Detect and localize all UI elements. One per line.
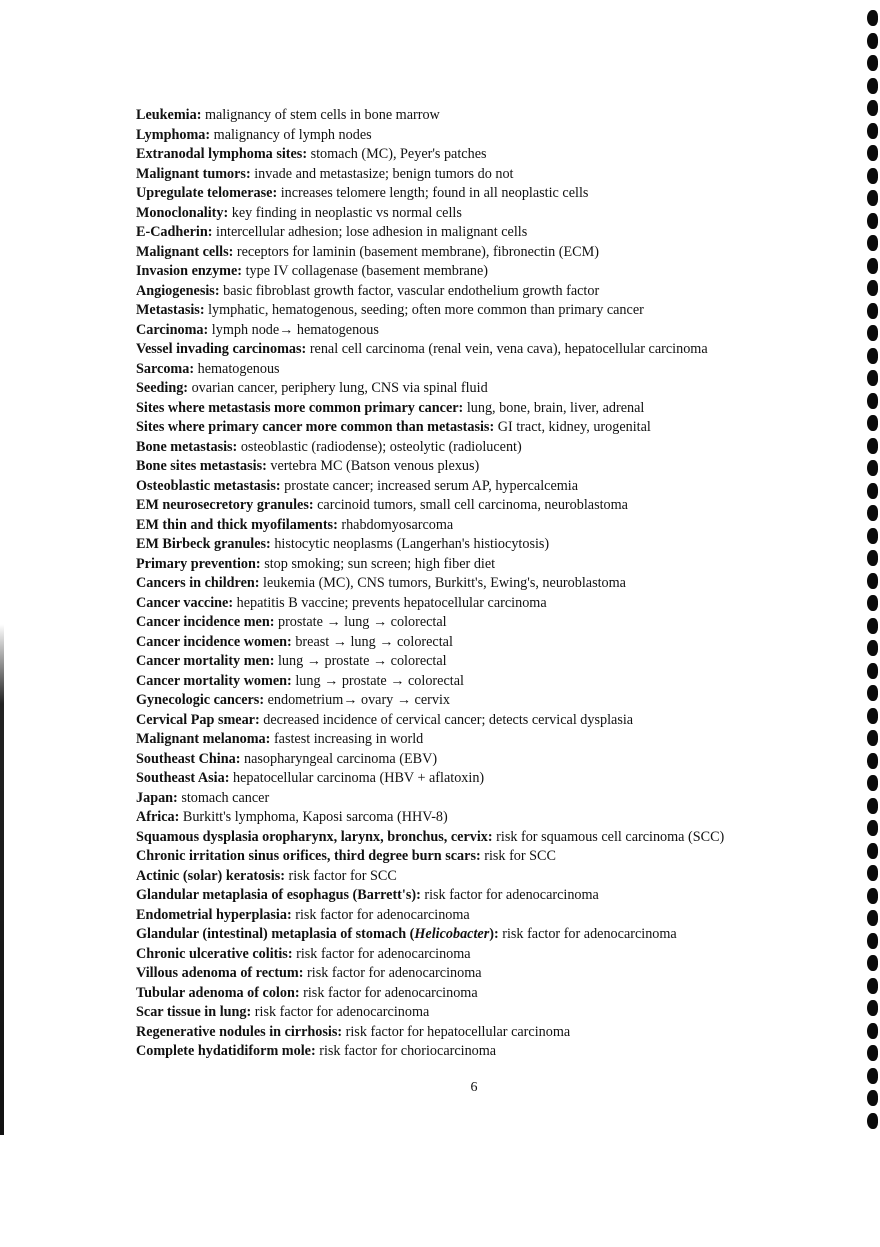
entry-term: Endometrial hyperplasia: (136, 906, 292, 923)
entry-description: GI tract, kidney, urogenital (494, 419, 651, 435)
binding-hole (867, 348, 878, 364)
list-item (136, 165, 836, 185)
entry-term: Metastasis: (136, 302, 205, 318)
list-item (136, 555, 836, 575)
binding-hole (867, 550, 878, 566)
entry-description: stop smoking; sun screen; high fiber diet (260, 555, 496, 572)
binding-hole (867, 213, 878, 229)
entry-term: Bone sites metastasis: (136, 458, 267, 474)
list-item (136, 106, 836, 126)
entry-description: endometrium→ ovary → cervix (264, 692, 451, 708)
binding-hole (867, 10, 878, 26)
entry-description: risk factor for hepatocellular carcinoma (342, 1023, 571, 1040)
binding-hole (867, 393, 878, 409)
binding-hole (867, 460, 878, 476)
binding-hole (867, 775, 878, 791)
entry-description: lymph node→ hematogenous (208, 321, 379, 338)
list-item (136, 1023, 836, 1043)
binding-hole (867, 528, 878, 544)
binding-hole (867, 753, 878, 769)
entry-term: Vessel invading carcinomas: (136, 341, 307, 357)
list-item (136, 652, 836, 672)
entry-description: risk factor for SCC (284, 867, 397, 884)
entry-term: Malignant melanoma: (136, 731, 271, 747)
entry-term: Invasion enzyme: (136, 263, 243, 279)
entry-term: Japan: (136, 789, 178, 806)
list-item (136, 457, 836, 477)
list-item (136, 828, 836, 848)
binding-hole (867, 1090, 878, 1106)
entry-term: Chronic irritation sinus orifices, third degree burn scars: (136, 848, 481, 864)
entry-description: risk factor for adenocarcinoma (292, 945, 471, 962)
list-item (136, 204, 836, 224)
binding-hole (867, 618, 878, 634)
list-item (136, 925, 836, 945)
list-item (136, 574, 836, 594)
entry-description: carcinoid tumors, small cell carcinoma, neuroblastoma (313, 497, 628, 513)
list-item (136, 223, 836, 243)
binding-hole (867, 33, 878, 49)
entry-term: Monoclonality: (136, 204, 229, 221)
entry-term: EM thin and thick myofilaments: (136, 516, 338, 533)
binding-hole (867, 1023, 878, 1039)
entry-description: lung → prostate → colorectal (291, 672, 464, 689)
entry-term: E-Cadherin: (136, 224, 213, 240)
list-item (136, 730, 836, 750)
entry-description: invade and metastasize; benign tumors do not (250, 165, 514, 182)
list-item (136, 321, 836, 341)
list-item (136, 243, 836, 263)
list-item (136, 672, 836, 692)
binding-hole (867, 370, 878, 386)
page-number: 6 (470, 1080, 478, 1095)
entry-term: Squamous dysplasia oropharynx, larynx, bronchus, cervix: (136, 828, 493, 845)
list-item (136, 691, 836, 711)
page-left-edge (0, 0, 4, 1135)
entry-description: risk factor for choriocarcinoma (315, 1043, 497, 1059)
notes-list (136, 106, 836, 1062)
list-item (136, 262, 836, 282)
binding-hole (867, 1068, 878, 1084)
entry-description: risk for squamous cell carcinoma (SCC) (492, 828, 725, 845)
binding-hole (867, 843, 878, 859)
binding-hole (867, 415, 878, 431)
entry-description: stomach (MC), Peyer's patches (307, 146, 487, 162)
entry-description: vertebra MC (Batson venous plexus) (266, 458, 480, 474)
binding-hole (867, 325, 878, 341)
entry-description: risk factor for adenocarcinoma (291, 906, 470, 923)
entry-term: Glandular metaplasia of esophagus (Barrett's): (136, 887, 421, 903)
entry-term: Seeding: (136, 380, 189, 396)
list-item (136, 340, 836, 360)
list-item (136, 847, 836, 867)
entry-term: Cancer mortality women: (136, 672, 292, 689)
list-item (136, 1003, 836, 1023)
binding-hole (867, 820, 878, 836)
list-item (136, 126, 836, 146)
binding-hole (867, 1113, 878, 1129)
entry-description: key finding in neoplastic vs normal cells (228, 204, 462, 221)
binding-hole (867, 685, 878, 701)
entry-description: Burkitt's lymphoma, Kaposi sarcoma (HHV-8) (179, 809, 448, 825)
binding-hole (867, 483, 878, 499)
list-item (136, 282, 836, 302)
entry-term: Actinic (solar) keratosis: (136, 867, 285, 884)
binding-hole (867, 168, 878, 184)
binding-hole (867, 595, 878, 611)
entry-term: Complete hydatidiform mole: (136, 1043, 316, 1059)
binding-hole (867, 865, 878, 881)
entry-description: osteoblastic (radiodense); osteolytic (radiolucent) (237, 438, 522, 455)
entry-term: EM Birbeck granules: (136, 536, 271, 552)
binding-hole (867, 955, 878, 971)
entry-description: risk factor for adenocarcinoma (303, 965, 482, 981)
entry-term: Gynecologic cancers: (136, 692, 265, 708)
entry-term: Malignant tumors: (136, 165, 251, 182)
binding-hole (867, 123, 878, 139)
entry-term: Glandular (intestinal) metaplasia of stomach (Helicobacter): (136, 926, 499, 942)
entry-term: Sites where primary cancer more common than metastasis: (136, 419, 495, 435)
list-item (136, 145, 836, 165)
list-item (136, 477, 836, 497)
list-item (136, 418, 836, 438)
binding-hole (867, 888, 878, 904)
entry-description: hepatitis B vaccine; prevents hepatocellular carcinoma (233, 594, 547, 611)
binding-hole (867, 573, 878, 589)
binding-hole (867, 933, 878, 949)
entry-description: ovarian cancer, periphery lung, CNS via spinal fluid (188, 380, 488, 396)
entry-description: decreased incidence of cervical cancer; detects cervical dysplasia (259, 711, 634, 728)
binding-hole (867, 910, 878, 926)
entry-term: Malignant cells: (136, 243, 234, 260)
list-item (136, 711, 836, 731)
binding-hole (867, 303, 878, 319)
entry-description: rhabdomyosarcoma (337, 516, 454, 533)
entry-term: Cancer incidence men: (136, 614, 275, 630)
entry-description: lung, bone, brain, liver, adrenal (463, 399, 645, 416)
entry-description: fastest increasing in world (270, 731, 424, 747)
entry-description: prostate → lung → colorectal (274, 614, 447, 630)
entry-term: Upregulate telomerase: (136, 185, 278, 201)
binding-hole (867, 78, 878, 94)
entry-term: Extranodal lymphoma sites: (136, 146, 308, 162)
binding-hole (867, 258, 878, 274)
entry-description: hematogenous (194, 360, 280, 377)
entry-term: Chronic ulcerative colitis: (136, 945, 293, 962)
list-item (136, 1042, 836, 1062)
entry-description: stomach cancer (177, 789, 270, 806)
list-item (136, 613, 836, 633)
binding-hole (867, 100, 878, 116)
binding-hole (867, 978, 878, 994)
entry-term: EM neurosecretory granules: (136, 497, 314, 513)
entry-description: leukemia (MC), CNS tumors, Burkitt's, Ewing's, neuroblastoma (259, 575, 626, 591)
entry-description: risk factor for adenocarcinoma (498, 926, 677, 942)
entry-description: hepatocellular carcinoma (HBV + aflatoxin) (229, 770, 485, 786)
entry-description: lung → prostate → colorectal (274, 653, 447, 669)
entry-term: Bone metastasis: (136, 438, 238, 455)
binding-hole (867, 55, 878, 71)
entry-description: renal cell carcinoma (renal vein, vena cava), hepatocellular carcinoma (306, 341, 708, 357)
list-item (136, 750, 836, 770)
list-item (136, 886, 836, 906)
list-item (136, 438, 836, 458)
entry-description: risk factor for adenocarcinoma (420, 887, 599, 903)
list-item (136, 906, 836, 926)
spiral-binding (862, 0, 880, 1247)
entry-term: Sites where metastasis more common primary cancer: (136, 399, 464, 416)
list-item (136, 379, 836, 399)
entry-term: Villous adenoma of rectum: (136, 965, 304, 981)
entry-description: risk factor for adenocarcinoma (251, 1004, 430, 1020)
entry-description: prostate cancer; increased serum AP, hypercalcemia (280, 477, 579, 494)
entry-description: malignancy of stem cells in bone marrow (201, 107, 440, 123)
list-item (136, 633, 836, 653)
binding-hole (867, 438, 878, 454)
entry-term: Sarcoma: (136, 360, 195, 377)
binding-hole (867, 1000, 878, 1016)
binding-hole (867, 1045, 878, 1061)
list-item (136, 594, 836, 614)
binding-hole (867, 708, 878, 724)
entry-term: Cervical Pap smear: (136, 711, 260, 728)
list-item (136, 360, 836, 380)
list-item (136, 184, 836, 204)
entry-term: Tubular adenoma of colon: (136, 984, 300, 1001)
entry-description: nasopharyngeal carcinoma (EBV) (240, 750, 438, 767)
entry-description: basic fibroblast growth factor, vascular endothelium growth factor (219, 282, 600, 299)
entry-description: receptors for laminin (basement membrane), fibronectin (ECM) (233, 243, 599, 260)
list-item (136, 984, 836, 1004)
binding-hole (867, 640, 878, 656)
binding-hole (867, 730, 878, 746)
entry-description: lymphatic, hematogenous, seeding; often more common than primary cancer (204, 302, 644, 318)
entry-description: type IV collagenase (basement membrane) (242, 263, 488, 279)
list-item (136, 964, 836, 984)
list-item (136, 789, 836, 809)
entry-description: intercellular adhesion; lose adhesion in malignant cells (212, 224, 528, 240)
entry-term: Cancers in children: (136, 575, 260, 591)
list-item (136, 496, 836, 516)
binding-hole (867, 235, 878, 251)
binding-hole (867, 505, 878, 521)
list-item (136, 769, 836, 789)
entry-term: Primary prevention: (136, 555, 261, 572)
entry-term: Leukemia: (136, 107, 202, 123)
list-item (136, 399, 836, 419)
list-item (136, 301, 836, 321)
entry-term: Regenerative nodules in cirrhosis: (136, 1023, 343, 1040)
binding-hole (867, 798, 878, 814)
list-item (136, 535, 836, 555)
entry-term: Southeast Asia: (136, 770, 230, 786)
entry-term: Osteoblastic metastasis: (136, 477, 281, 494)
entry-description: risk factor for adenocarcinoma (299, 984, 478, 1001)
entry-term: Scar tissue in lung: (136, 1004, 252, 1020)
entry-term: Southeast China: (136, 750, 241, 767)
entry-description: histocytic neoplasms (Langerhan's histiocytosis) (270, 536, 550, 552)
binding-hole (867, 280, 878, 296)
entry-term: Carcinoma: (136, 321, 209, 338)
binding-hole (867, 145, 878, 161)
list-item (136, 867, 836, 887)
entry-description: malignancy of lymph nodes (210, 126, 372, 143)
list-item (136, 516, 836, 536)
entry-term: Cancer mortality men: (136, 653, 275, 669)
entry-term: Lymphoma: (136, 126, 211, 143)
entry-description: risk for SCC (480, 848, 556, 864)
binding-hole (867, 190, 878, 206)
entry-term: Angiogenesis: (136, 282, 220, 299)
list-item (136, 945, 836, 965)
list-item (136, 808, 836, 828)
entry-description: breast → lung → colorectal (291, 633, 453, 650)
entry-term: Africa: (136, 809, 180, 825)
entry-term: Cancer incidence women: (136, 633, 292, 650)
binding-hole (867, 663, 878, 679)
entry-description: increases telomere length; found in all neoplastic cells (277, 185, 589, 201)
entry-term: Cancer vaccine: (136, 594, 234, 611)
